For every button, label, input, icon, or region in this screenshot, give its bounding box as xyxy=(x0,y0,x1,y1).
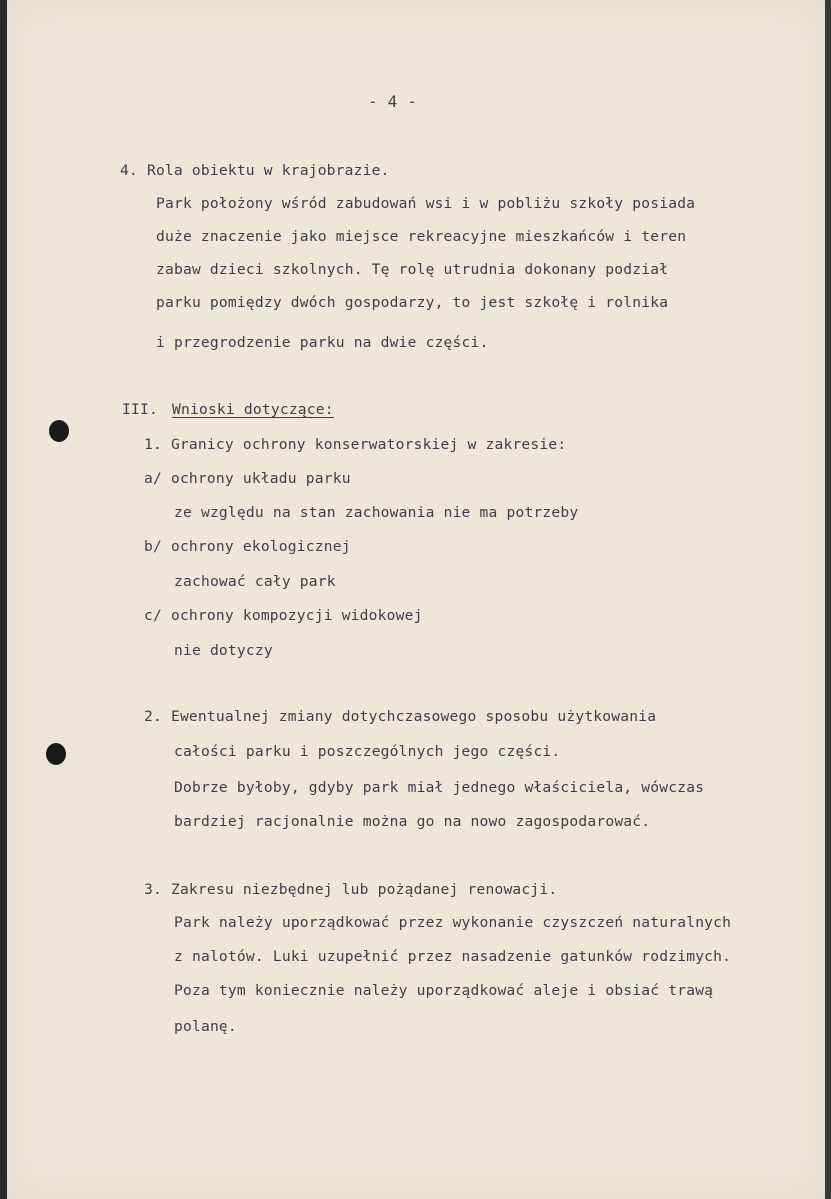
item-2-line-1: 2. Ewentualnej zmiany dotychczasowego sposobu użytkowania xyxy=(144,708,657,725)
section-4-line-1: Park położony wśród zabudowań wsi i w pobliżu szkoły posiada xyxy=(156,195,696,212)
page-number: - 4 - xyxy=(368,92,418,111)
section-4-line-5: i przegrodzenie parku na dwie części. xyxy=(156,334,489,351)
section-4-heading: 4. Rola obiektu w krajobrazie. xyxy=(120,162,390,179)
item-2-line-2: całości parku i poszczególnych jego części. xyxy=(174,743,561,760)
item-1-c-text: nie dotyczy xyxy=(174,642,273,659)
item-2-line-4: bardziej racjonalnie można go na nowo zagospodarować. xyxy=(174,813,651,830)
punch-hole-bottom xyxy=(46,743,66,765)
item-3-line-3: z nalotów. Luki uzupełnić przez nasadzenie gatunków rodzimych. xyxy=(174,948,732,965)
item-1-b-label: b/ ochrony ekologicznej xyxy=(144,538,351,555)
section-4-line-3: zabaw dzieci szkolnych. Tę rolę utrudnia dokonany podział xyxy=(156,261,669,278)
item-3-line-5: polanę. xyxy=(174,1018,237,1035)
section-3-numeral: III. xyxy=(122,401,158,418)
item-1-heading: 1. Granicy ochrony konserwatorskiej w zakresie: xyxy=(144,436,567,453)
punch-hole-top xyxy=(49,420,69,442)
item-1-b-text: zachować cały park xyxy=(174,573,336,590)
section-4-line-4: parku pomiędzy dwóch gospodarzy, to jest szkołę i rolnika xyxy=(156,294,669,311)
section-3-heading: Wnioski dotyczące: xyxy=(172,401,334,418)
document-page xyxy=(6,0,825,1199)
item-3-line-4: Poza tym koniecznie należy uporządkować aleje i obsiać trawą xyxy=(174,982,714,999)
item-3-line-1: 3. Zakresu niezbędnej lub pożądanej renowacji. xyxy=(144,881,558,898)
scan-edge-left xyxy=(0,0,7,1199)
item-1-c-label: c/ ochrony kompozycji widokowej xyxy=(144,607,423,624)
item-3-line-2: Park należy uporządkować przez wykonanie czyszczeń naturalnych xyxy=(174,914,732,931)
section-4-line-2: duże znaczenie jako miejsce rekreacyjne mieszkańców i teren xyxy=(156,228,687,245)
item-1-a-text: ze względu na stan zachowania nie ma potrzeby xyxy=(174,504,579,521)
scan-edge-right xyxy=(825,0,831,1199)
item-1-a-label: a/ ochrony układu parku xyxy=(144,470,351,487)
item-2-line-3: Dobrze byłoby, gdyby park miał jednego właściciela, wówczas xyxy=(174,779,705,796)
